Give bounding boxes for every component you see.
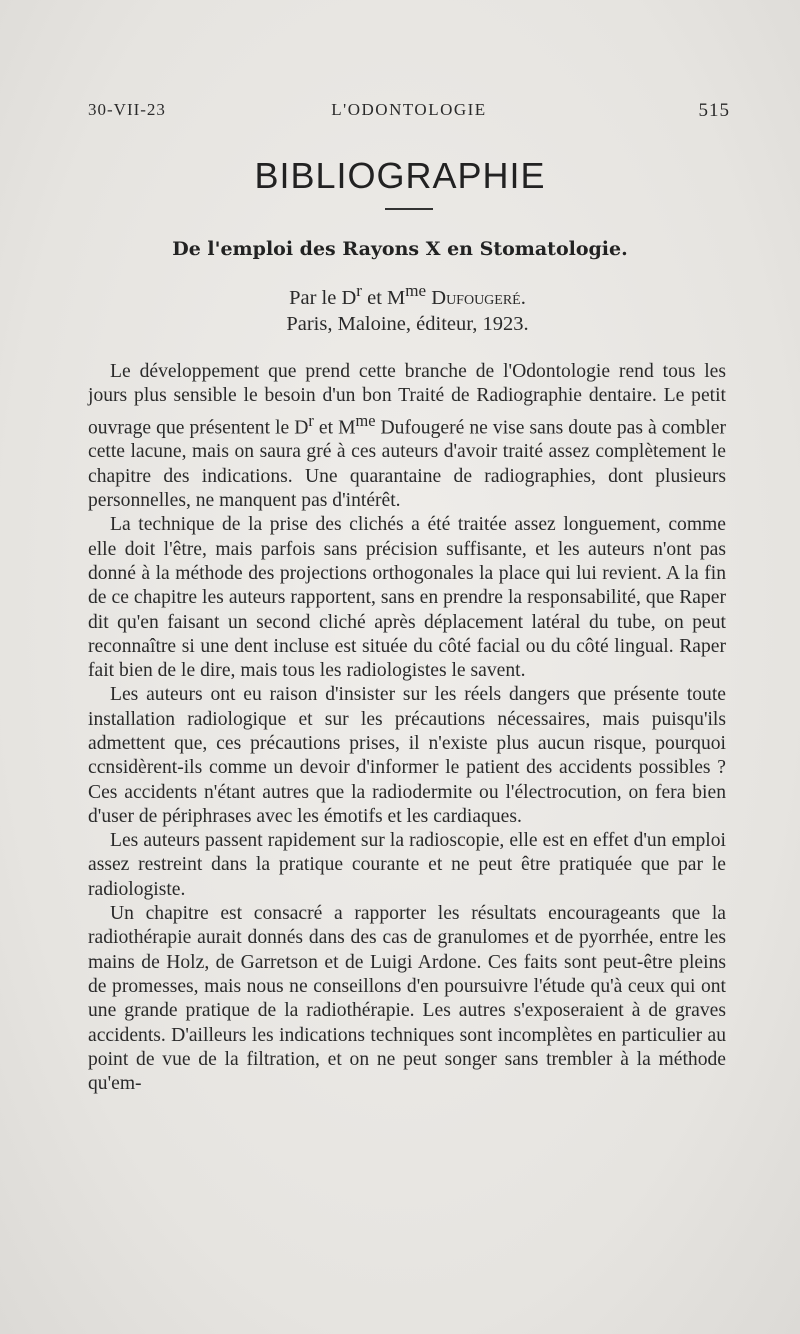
byline-prefix: Par le D — [289, 286, 357, 309]
byline-mid: et M — [361, 286, 406, 309]
paragraph-1 — [88, 360, 726, 513]
paragraph-4: Les auteurs passent rapidement sur la radioscopie, elle est en effet d'un emploi assez restreint dans la pratique courante et ne peut être pratiquée que par le radiologiste. — [88, 830, 726, 900]
title-divider — [385, 208, 433, 210]
issue-date: 30-VII-23 — [88, 100, 166, 119]
paragraph-1-text-b: et M — [313, 417, 356, 439]
paragraph-1-text-c: Dufougeré ne vise sans doute pas à combler cette lacune, mais on saura gré à ces auteurs d'avoir traité assez complètement le chapitre des indications. Une quarantaine de radiographies, dont plusieurs personnelles, ne manquent pas d'intérêt. — [88, 417, 726, 512]
byline-sup-mme: me — [405, 281, 427, 300]
section-title: BIBLIOGRAPHIE — [254, 155, 546, 196]
review-publisher: Paris, Maloine, éditeur, 1923. — [286, 313, 529, 335]
paragraph-1-sup-dr: r — [308, 410, 314, 430]
page-number: 515 — [698, 100, 730, 121]
paragraph-3: Les auteurs ont eu raison d'insister sur les réels dangers que présente toute installation radiologique et sur les précautions nécessaires, mais puisqu'ils admettent que, ces précautions prises, il n'existe plus aucun risque, pourquoi ccnsidèrent-ils comme un devoir d'informer le patient des accidents possibles ? Ces accidents n'étant autres que la radiodermite ou l'électrocution, on fera bien d'user de périphrases avec les émotifs et les cardiaques. — [88, 684, 726, 827]
byline-author: Dufougeré. — [431, 286, 526, 309]
paragraph-1-text-a: Le développement que prend cette branche de l'Odontologie rend tous les jours plus sensible le besoin d'un bon Traité de Radiographie dentaire. Le petit ouvrage que présentent le D — [88, 361, 726, 439]
running-head — [88, 100, 730, 130]
paragraph-1-sup-mme: me — [355, 410, 376, 430]
paragraph-5: Un chapitre est consacré a rapporter les résultats encourageants que la radiothérapie aurait donnés dans des cas de granulomes et de pyorrhée, entre les mains de Holz, de Garretson et de Luigi Ardone. Ces faits sont peut-être pleins de promesses, mais nous ne conseillons d'en poursuivre l'étude qu'à ceux qui ont une grande pratique de la radiothérapie. Les autres s'exposeraient à de graves accidents. D'ailleurs les indications techniques sont incomplètes en particulier au point de vue de la filtration, et on ne peut songer sans trembler à la méthode qu'em- — [88, 903, 726, 1095]
review-title: De l'emploi des Rayons X en Stomatologie. — [172, 238, 628, 260]
byline-sup-dr: r — [356, 281, 362, 300]
paragraph-2: La technique de la prise des clichés a été traitée assez longuement, comme elle doit l'être, mais parfois sans précision suffisante, et les auteurs n'ont pas donné à la méthode des projections orthogonales la place qui lui revient. A la fin de ce chapitre les auteurs rapportent, sans en prendre la responsabilité, que Raper dit qu'en faisant un second cliché après déplacement latéral du tube, on peut reconnaître si une dent incluse est située du côté facial ou du côté lingual. Raper fait bien de le dire, mais tous les radiologistes le savent. — [88, 514, 726, 682]
review-body — [88, 360, 726, 1096]
journal-name: L'ODONTOLOGIE — [331, 100, 487, 119]
review-byline — [0, 281, 800, 310]
